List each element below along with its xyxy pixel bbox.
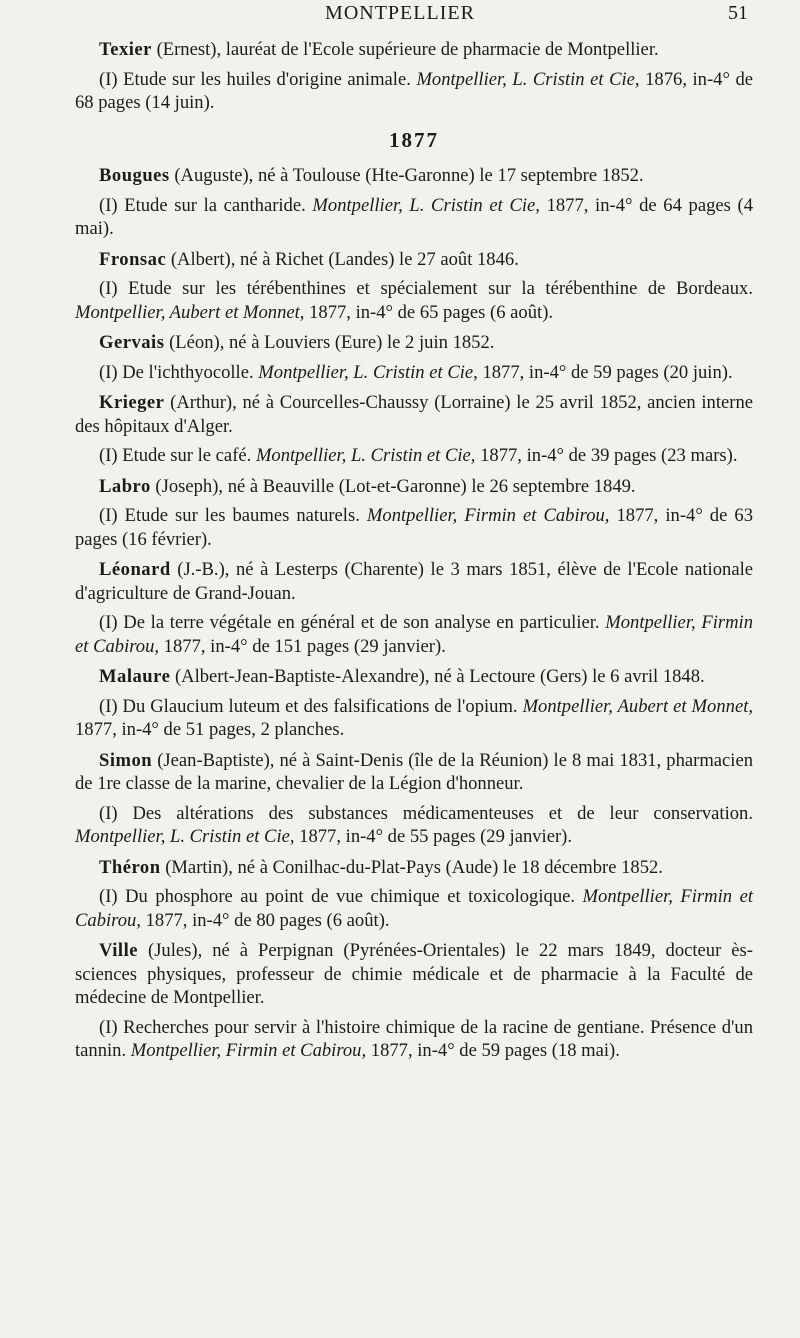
entry-bio <box>75 248 753 272</box>
author-bio: (Auguste), né à Toulouse (Hte-Garonne) le 17 septembre 1852. <box>169 165 644 186</box>
author-name: Gervais <box>99 332 165 353</box>
publisher: Montpellier, Firmin et Cabirou, <box>75 886 753 931</box>
work-title: (I) Recherches pour servir à l'histoire chimique de la racine de gentiane. Présence d'un tannin. <box>75 1016 753 1061</box>
entry-work <box>75 68 753 115</box>
work-title: (I) Etude sur les térébenthines et spécialement sur la térébenthine de Bordeaux. <box>99 278 753 299</box>
entry-work <box>75 802 753 849</box>
entry-ville <box>75 939 753 1063</box>
entry-fronsac <box>75 248 753 325</box>
entry-work <box>75 194 753 241</box>
entry-simon <box>75 749 753 849</box>
publication-details: 1877, in-4° de 55 pages (29 janvier). <box>294 826 573 847</box>
entry-krieger <box>75 391 753 468</box>
entry-bio <box>75 164 753 188</box>
author-bio: (Albert), né à Richet (Landes) le 27 août 1846. <box>166 248 519 270</box>
entry-bio <box>75 475 753 499</box>
publisher: Montpellier, Firmin et Cabirou, <box>366 505 610 526</box>
publication-details: 1877, in-4° de 65 pages (6 août). <box>304 301 554 323</box>
publisher: Montpellier, L. Cristin et Cie, <box>255 445 476 466</box>
author-name: Ville <box>99 940 138 961</box>
author-bio: (Albert-Jean-Baptiste-Alexandre), né à Lectoure (Gers) le 6 avril 1848. <box>170 666 705 687</box>
entry-work <box>75 277 753 324</box>
author-name: Léonard <box>99 559 171 580</box>
publication-details: 1877, in-4° de 51 pages, 2 planches. <box>75 719 345 740</box>
entry-bio <box>75 749 753 796</box>
author-name: Bougues <box>99 165 170 186</box>
page-number: 51 <box>728 2 748 24</box>
author-name: Fronsac <box>99 248 167 270</box>
author-bio: (Jean-Baptiste), né à Saint-Denis (île de la Réunion) le 8 mai 1831, pharmacien de 1re classe de la marine, chevalier de la Légion d'honneur. <box>75 749 753 794</box>
author-name: Simon <box>99 749 153 771</box>
publication-details: 1877, in-4° de 80 pages (6 août). <box>140 909 390 931</box>
entry-labro <box>75 475 753 552</box>
entry-bougues <box>75 164 753 241</box>
work-title: (I) De la terre végétale en général et de son analyse en particulier. <box>99 612 606 633</box>
work-title: (I) Du phosphore au point de vue chimique et toxicologique. <box>99 886 583 907</box>
entry-malaure <box>75 665 753 742</box>
author-name: Texier <box>99 39 152 60</box>
entry-bio <box>75 665 753 689</box>
entry-bio <box>75 558 753 605</box>
author-bio: (Arthur), né à Courcelles-Chaussy (Lorraine) le 25 avril 1852, ancien interne des hôpitaux d'Alger. <box>75 392 753 437</box>
publisher: Montpellier, Firmin et Cabirou, <box>75 612 753 657</box>
entry-bio <box>75 331 753 355</box>
publication-details: 1877, in-4° de 63 pages (16 février). <box>75 505 753 550</box>
entry-work <box>75 1016 753 1063</box>
publisher: Montpellier, Aubert et Monnet, <box>522 695 754 717</box>
publication-details: 1877, in-4° de 151 pages (29 janvier). <box>159 635 446 657</box>
entry-bio <box>75 939 753 1010</box>
publication-details: 1877, in-4° de 64 pages (4 mai). <box>75 194 753 239</box>
entry-leonard <box>75 558 753 658</box>
entries-list <box>75 38 753 1070</box>
entry-bio <box>75 38 753 62</box>
work-title: (I) Du Glaucium luteum et des falsifications de l'opium. <box>99 695 523 717</box>
publisher: Montpellier, L. Cristin et Cie, <box>416 68 640 90</box>
running-title: MONTPELLIER <box>325 2 475 24</box>
author-bio: (J.-B.), né à Lesterps (Charente) le 3 mars 1851, élève de l'Ecole nationale d'agriculture de Grand-Jouan. <box>75 559 753 604</box>
entry-gervais <box>75 331 753 384</box>
entry-work <box>75 885 753 932</box>
entry-work <box>75 444 753 468</box>
entry-work <box>75 611 753 658</box>
publisher: Montpellier, L. Cristin et Cie, <box>312 194 540 216</box>
publication-details: 1877, in-4° de 39 pages (23 mars). <box>475 445 738 466</box>
author-name: Malaure <box>99 666 171 687</box>
entry-theron <box>75 856 753 933</box>
work-title: (I) Etude sur les baumes naturels. <box>99 505 367 526</box>
author-bio: (Joseph), né à Beauville (Lot-et-Garonne) le 26 septembre 1849. <box>150 475 636 497</box>
entry-work <box>75 695 753 742</box>
entry-texier <box>75 38 753 115</box>
work-title: (I) Etude sur le café. <box>99 445 256 466</box>
publisher: Montpellier, L. Cristin et Cie, <box>258 361 478 383</box>
author-name: Krieger <box>99 392 165 413</box>
running-head <box>0 2 800 32</box>
year-heading: 1877 <box>389 127 439 152</box>
publication-details: 1876, in-4° de 68 pages (14 juin). <box>75 68 754 113</box>
entry-bio <box>75 856 753 880</box>
publication-details: 1877, in-4° de 59 pages (18 mai). <box>366 1040 620 1061</box>
work-title: (I) Des altérations des substances médicamenteuses et de leur conservation. <box>99 802 753 824</box>
author-bio: (Ernest), lauréat de l'Ecole supérieure de pharmacie de Montpellier. <box>151 39 659 60</box>
author-name: Labro <box>99 475 151 497</box>
author-bio: (Léon), né à Louviers (Eure) le 2 juin 1852. <box>164 332 495 353</box>
work-title: (I) Etude sur la cantharide. <box>99 194 313 216</box>
author-bio: (Martin), né à Conilhac-du-Plat-Pays (Aude) le 18 décembre 1852. <box>160 856 663 878</box>
entry-bio <box>75 391 753 438</box>
author-name: Théron <box>99 856 161 878</box>
author-bio: (Jules), né à Perpignan (Pyrénées-Orientales) le 22 mars 1849, docteur ès-sciences physiques, professeur de chimie médicale et de pharmacie à la Faculté de médecine de Montpellier. <box>75 940 753 1008</box>
work-title: (I) Etude sur les huiles d'origine animale. <box>99 68 417 90</box>
publisher: Montpellier, Aubert et Monnet, <box>75 301 305 323</box>
publication-details: 1877, in-4° de 59 pages (20 juin). <box>477 361 733 383</box>
entry-work <box>75 504 753 551</box>
publisher: Montpellier, Firmin et Cabirou, <box>130 1040 367 1061</box>
work-title: (I) De l'ichthyocolle. <box>99 361 259 383</box>
publisher: Montpellier, L. Cristin et Cie, <box>75 826 295 847</box>
entry-work <box>75 361 753 385</box>
